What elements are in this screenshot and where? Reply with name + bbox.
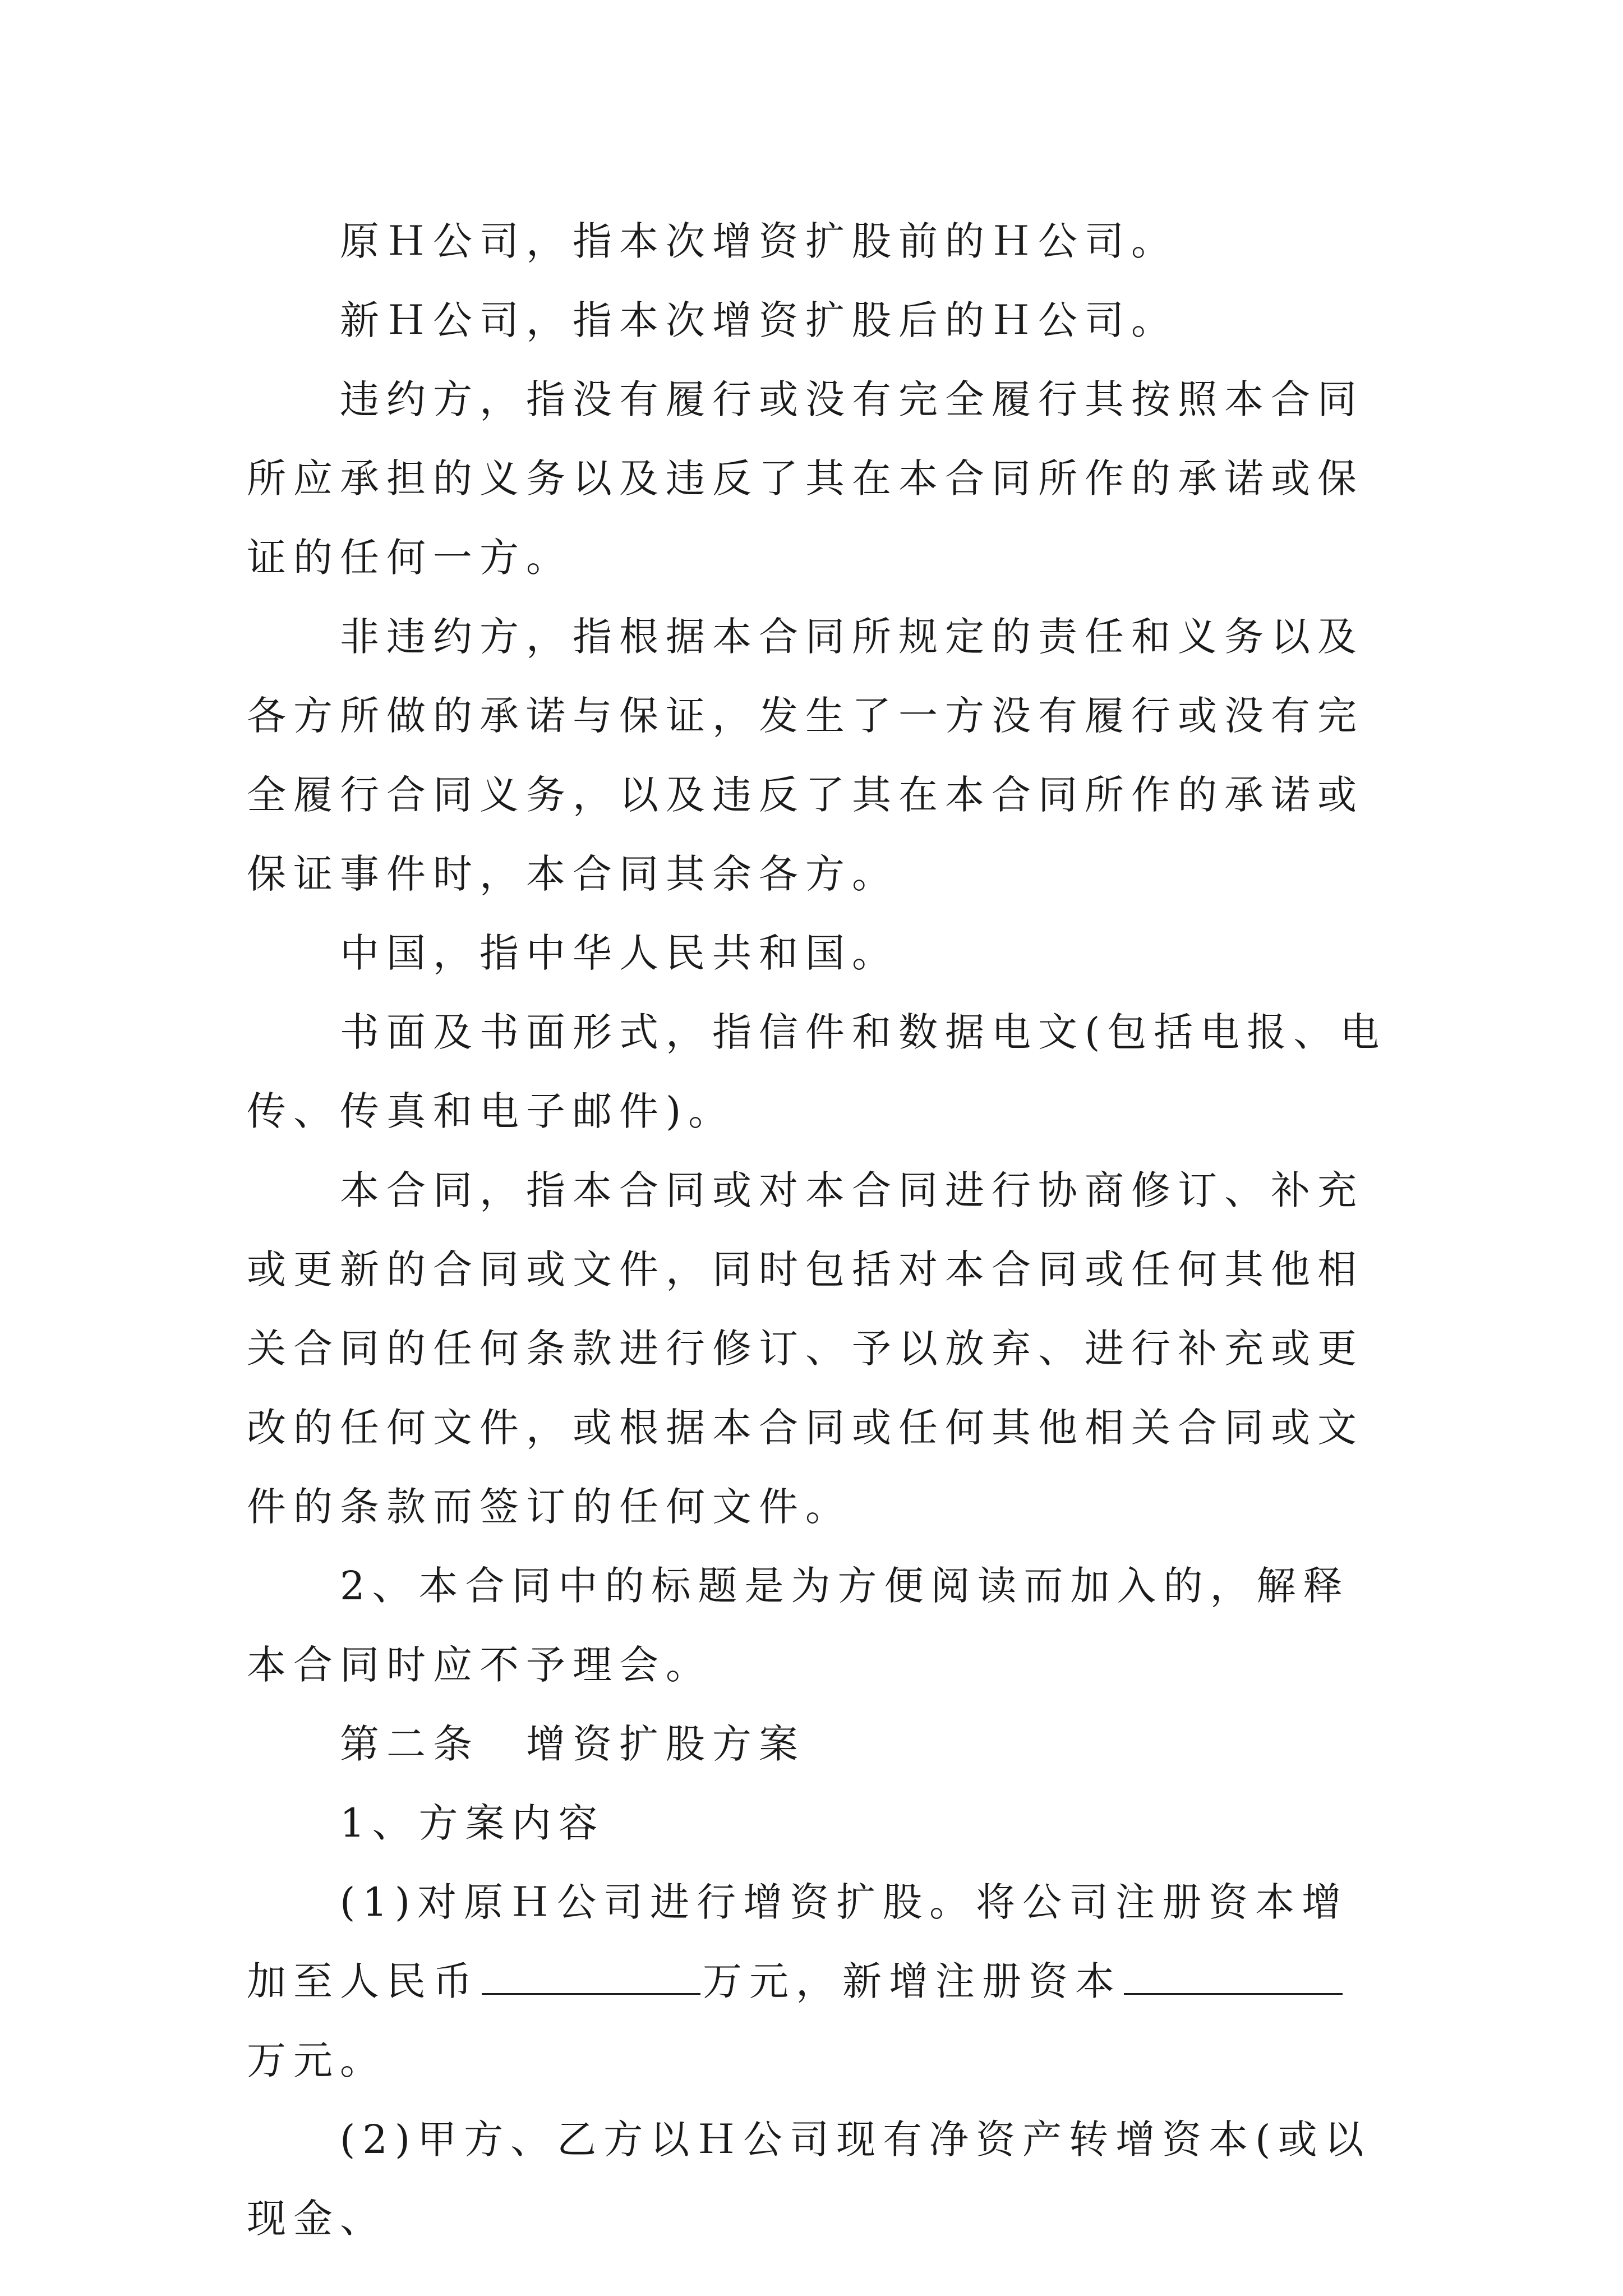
document-body: [247, 202, 1391, 2258]
clause-headings-note: 2、本合同中的标题是为方便阅读而加入的，解释本合同时应不予理会。: [247, 1563, 1350, 1688]
definition-non-breaching-party: 非违约方，指根据本合同所规定的责任和义务以及各方所做的承诺与保证，发生了一方没有履行或没有完全履行合同义务，以及违反了其在本合同所作的承诺或保证事件时，本合同其余各方。: [247, 614, 1364, 897]
registered-capital-blank[interactable]: [482, 1959, 700, 1995]
definition-new-h-company: 新Ｈ公司，指本次增资扩股后的Ｈ公司。: [340, 297, 1178, 343]
article-heading: 第二条 增资扩股方案: [340, 1721, 805, 1767]
definition-china: 中国，指中华人民共和国。: [340, 930, 898, 976]
capital-text-part1: (1)对原Ｈ公司进行增资扩股。将公司注册资本增加至人民币: [247, 1879, 1349, 2004]
capital-text-part3: 万元。: [247, 2037, 386, 2083]
conversion-paragraph: (2)甲方、乙方以Ｈ公司现有净资产转增资本(或以现金、: [247, 2116, 1371, 2242]
capital-text-part2: 万元，新增注册资本: [703, 1958, 1122, 2004]
definition-breaching-party: 违约方，指没有履行或没有完全履行其按照本合同所应承担的义务以及违反了其在本合同所作的承诺或保证的任何一方。: [247, 376, 1364, 581]
definition-this-contract: 本合同，指本合同或对本合同进行协商修订、补充或更新的合同或文件，同时包括对本合同或任何其他相关合同的任何条款进行修订、予以放弃、进行补充或更改的任何文件，或根据本合同或任何其他相关合同或文件的条款而签订的任何文件。: [247, 1167, 1364, 1530]
capital-increase-paragraph: [247, 1863, 1391, 2100]
new-capital-blank[interactable]: [1124, 1959, 1343, 1995]
section-heading: 1、方案内容: [340, 1800, 605, 1846]
definition-written-form: 书面及书面形式，指信件和数据电文(包括电报、电传、传真和电子邮件)。: [247, 1009, 1387, 1134]
definition-original-h-company: 原Ｈ公司，指本次增资扩股前的Ｈ公司。: [340, 218, 1178, 264]
